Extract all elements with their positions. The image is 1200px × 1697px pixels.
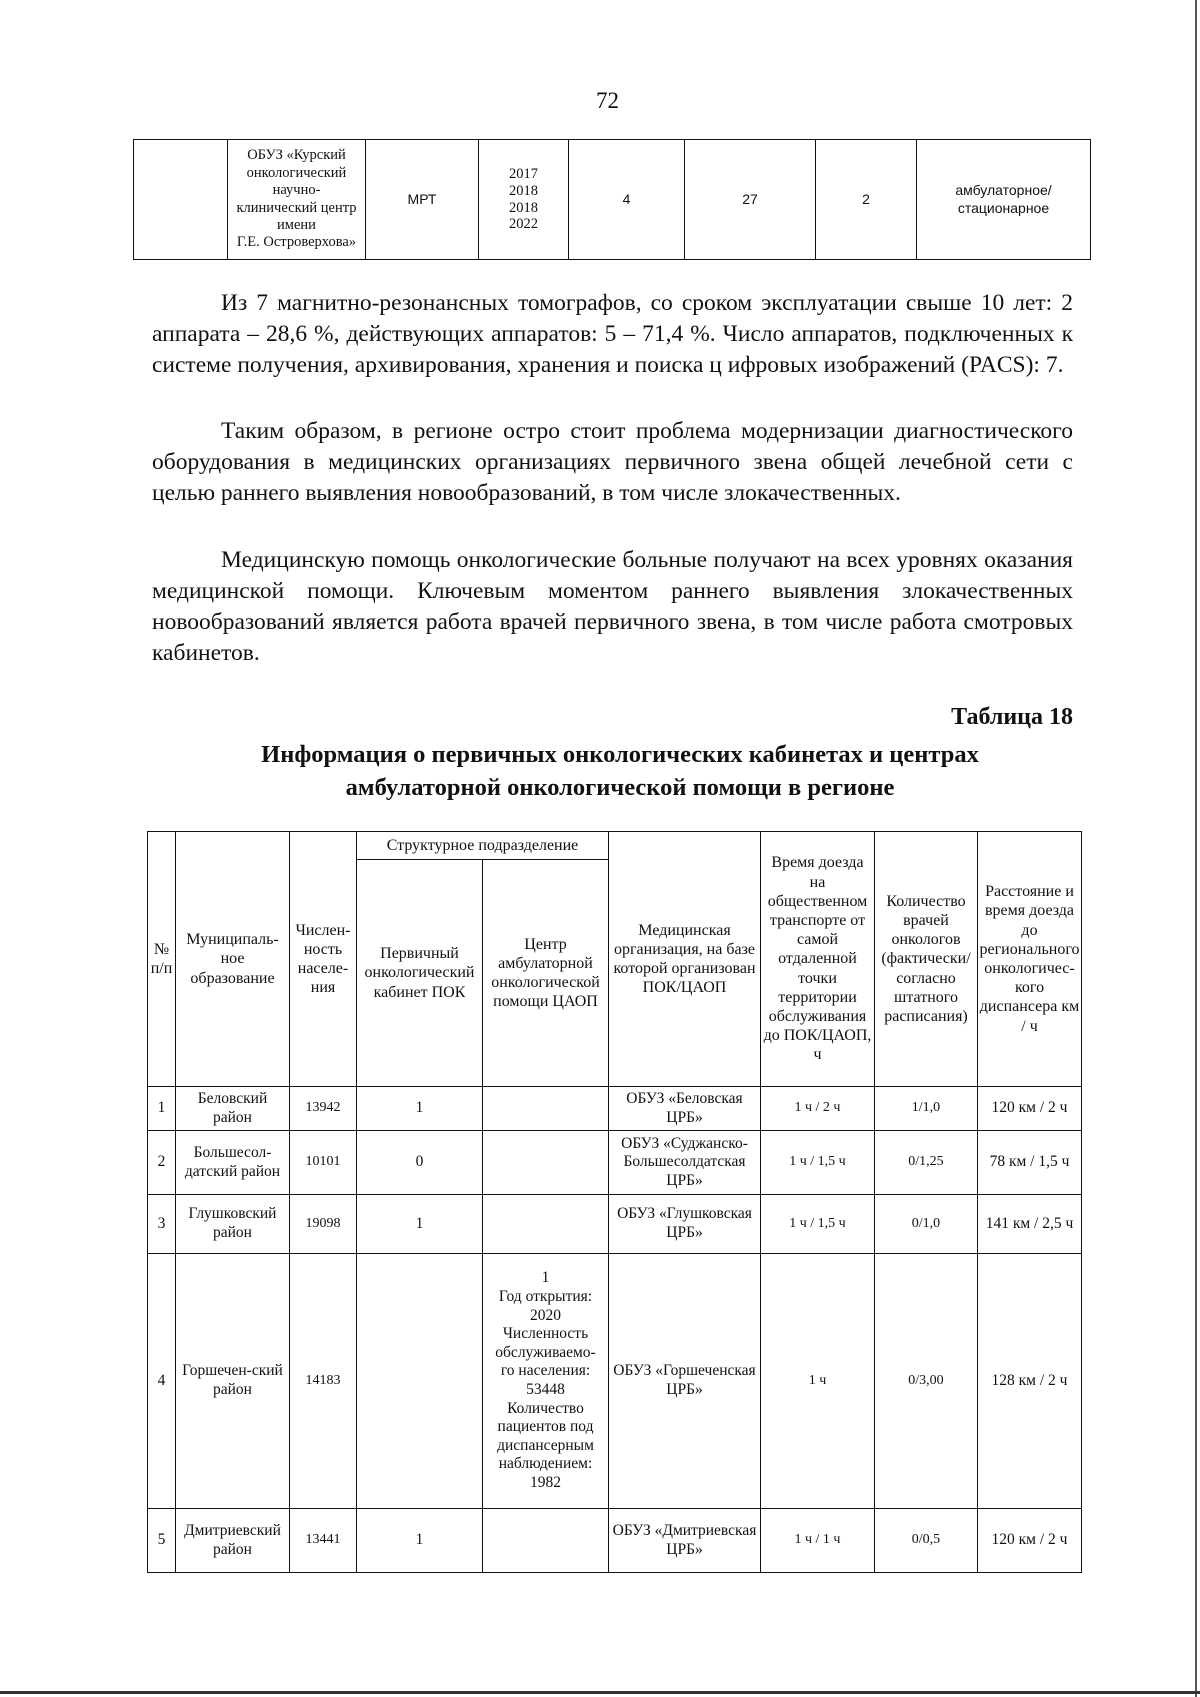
cell-municipality: Глушковский район (176, 1195, 290, 1254)
cell-num: 4 (148, 1254, 176, 1509)
header-caop: Центр амбулаторной онкологической помощи ЦАОП (483, 860, 609, 1087)
header-row-1 (148, 832, 1082, 860)
cell-population: 13441 (290, 1509, 357, 1573)
cell-col4: 4 (569, 140, 685, 260)
cell-num: 2 (148, 1131, 176, 1195)
cell-oncologists: 1/1,0 (875, 1087, 978, 1131)
paragraph-mri-stats: Из 7 магнитно-резонансных томографов, со сроком эксплуатации свыше 10 лет: 2 аппарата – 28,6 %, действующих аппаратов: 5 – 71,4 %. Число аппаратов, подключенных к системе получения, архивирования, хранения и поиска ц ифровых изображений (PACS): 7. (152, 290, 1073, 378)
oncology-offices-table (147, 831, 1082, 1573)
cell-organization: ОБУЗ «Курский онкологический научно- клинический центр имени Г.Е. Островерхова» (228, 140, 366, 260)
cell-caop (483, 1087, 609, 1131)
cell-travel-time: 1 ч / 1,5 ч (761, 1195, 875, 1254)
cell-pok: 0 (357, 1131, 483, 1195)
cell-num (134, 140, 228, 260)
cell-municipality: Горшечен-ский район (176, 1254, 290, 1509)
cell-equipment: МРТ (366, 140, 479, 260)
header-structural-unit: Структурное подразделение (357, 832, 609, 860)
table-row (134, 140, 1091, 260)
header-num: № п/п (148, 832, 176, 1087)
cell-pok: 1 (357, 1087, 483, 1131)
table-row (148, 1254, 1082, 1509)
cell-oncologists: 0/0,5 (875, 1509, 978, 1573)
cell-pok: 1 (357, 1195, 483, 1254)
page-edge-right (1195, 0, 1197, 1697)
table-row (148, 1195, 1082, 1254)
page-edge-bottom (0, 1691, 1200, 1694)
table-number-label: Таблица 18 (951, 704, 1073, 730)
cell-oncologists: 0/3,00 (875, 1254, 978, 1509)
cell-municipality: Дмитриевский район (176, 1509, 290, 1573)
cell-num: 5 (148, 1509, 176, 1573)
cell-distance: 120 км / 2 ч (978, 1509, 1082, 1573)
cell-care-type: амбулаторное/ стационарное (917, 140, 1091, 260)
cell-years: 2017 2018 2018 2022 (479, 140, 569, 260)
cell-municipality: Беловский район (176, 1087, 290, 1131)
cell-med-org: ОБУЗ «Дмитриевская ЦРБ» (609, 1509, 761, 1573)
cell-med-org: ОБУЗ «Беловская ЦРБ» (609, 1087, 761, 1131)
header-med-org: Медицинская организация, на базе которой организован ПОК/ЦАОП (609, 832, 761, 1087)
header-distance: Расстояние и время доезда до регионального онкологичес-кого диспансера км / ч (978, 832, 1082, 1087)
cell-population: 10101 (290, 1131, 357, 1195)
cell-distance: 120 км / 2 ч (978, 1087, 1082, 1131)
cell-pok (357, 1254, 483, 1509)
cell-caop (483, 1509, 609, 1573)
cell-med-org: ОБУЗ «Глушковская ЦРБ» (609, 1195, 761, 1254)
table-row (148, 1509, 1082, 1573)
cell-med-org: ОБУЗ «Горшеченская ЦРБ» (609, 1254, 761, 1509)
cell-caop (483, 1131, 609, 1195)
page-number: 72 (596, 88, 619, 113)
table-row (148, 1087, 1082, 1131)
cell-caop (483, 1195, 609, 1254)
cell-num: 1 (148, 1087, 176, 1131)
paragraph-oncology-care: Медицинскую помощь онкологические больные получают на всех уровнях оказания медицинской помощи. Ключевым моментом раннего выявления злокачественных новообразований является работа врачей первичного звена, в том числе работа смотровых кабинетов. (152, 547, 1073, 666)
cell-oncologists: 0/1,25 (875, 1131, 978, 1195)
header-oncologists: Количество врачей онкологов (фактически/ согласно штатного расписания) (875, 832, 978, 1087)
cell-distance: 78 км / 1,5 ч (978, 1131, 1082, 1195)
cell-travel-time: 1 ч / 1 ч (761, 1509, 875, 1573)
cell-num: 3 (148, 1195, 176, 1254)
cell-population: 13942 (290, 1087, 357, 1131)
cell-med-org: ОБУЗ «Суджанско-Большесолдатская ЦРБ» (609, 1131, 761, 1195)
cell-travel-time: 1 ч (761, 1254, 875, 1509)
cell-pok: 1 (357, 1509, 483, 1573)
cell-caop: 1 Год открытия: 2020 Численность обслуживаемо- го населения: 53448 Количество пациентов под диспансерным наблюдением: 1982 (483, 1254, 609, 1509)
header-pok: Первичный онкологический кабинет ПОК (357, 860, 483, 1087)
header-travel-time: Время доезда на общественном транспорте от самой отдаленной точки территории обслуживания до ПОК/ЦАОП, ч (761, 832, 875, 1087)
cell-col6: 2 (816, 140, 917, 260)
header-municipality: Муниципаль-ное образование (176, 832, 290, 1087)
paragraph-modernization: Таким образом, в регионе остро стоит проблема модернизации диагностического оборудования в медицинских организациях первичного звена общей лечебной сети с целью раннего выявления новообразований, в том числе злокачественных. (152, 418, 1073, 506)
cell-population: 19098 (290, 1195, 357, 1254)
mri-continuation-table (133, 139, 1091, 260)
cell-distance: 128 км / 2 ч (978, 1254, 1082, 1509)
header-population: Числен-ность населе-ния (290, 832, 357, 1087)
cell-travel-time: 1 ч / 2 ч (761, 1087, 875, 1131)
table-title: Информация о первичных онкологических кабинетах и центрах амбулаторной онкологической помощи в регионе (261, 741, 979, 801)
cell-oncologists: 0/1,0 (875, 1195, 978, 1254)
table-row (148, 1131, 1082, 1195)
cell-col5: 27 (685, 140, 816, 260)
cell-distance: 141 км / 2,5 ч (978, 1195, 1082, 1254)
cell-population: 14183 (290, 1254, 357, 1509)
cell-travel-time: 1 ч / 1,5 ч (761, 1131, 875, 1195)
cell-municipality: Большесол-датский район (176, 1131, 290, 1195)
